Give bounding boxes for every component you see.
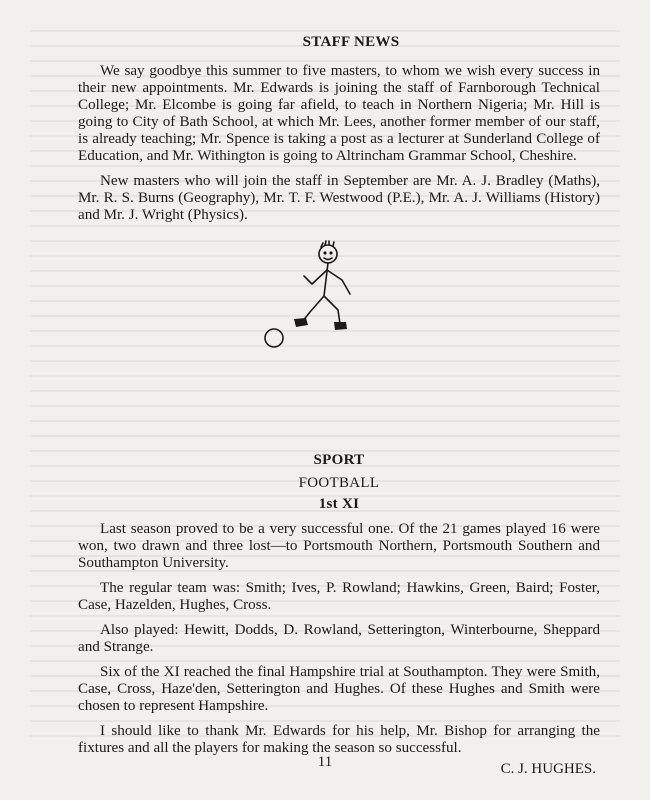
illustration-area (78, 228, 600, 446)
author-signature: C. J. HUGHES. (500, 761, 596, 777)
staff-news-paragraph: New masters who will join the staff in September are Mr. A. J. Bradley (Maths), Mr. R. S. Burns (Geography), Mr. T. F. Westwood (P.E.), Mr. A. J. Williams (History) and Mr. J. Wright (Physics). (78, 173, 600, 223)
sport-paragraph: Also played: Hewitt, Dodds, D. Rowland, Setterington, Winterbourne, Sheppard and Strange. (78, 622, 600, 655)
sport-paragraph: Six of the XI reached the final Hampshire trial at Southampton. They were Smith, Case, Cross, Haze'den, Setterington and Hughes. Of these Hughes and Smith were chosen to represent Hampshire. (78, 664, 600, 714)
sport-heading: SPORT (313, 452, 365, 468)
staff-news-heading: STAFF NEWS (302, 34, 400, 50)
staff-news-paragraph: We say goodbye this summer to five masters, to whom we wish every success in their new appointments. Mr. Edwards is joining the staff of Farnborough Technical College; Mr. Elcombe is going far afield, to teach in Northern Nigeria; Mr. Hill is going to City of Bath School, at which Mr. Lees, another former member of our staff, is already teaching; Mr. Spence is taking a post as a lecturer at Sunderland College of Education, and Mr. Withington is going to Altrincham Grammar School, Cheshire. (78, 63, 600, 164)
footballer-stick-figure-icon (258, 230, 378, 380)
sport-paragraph: Last season proved to be a very successful one. Of the 21 games played 16 were won, two drawn and three lost—to Portsmouth Northern, Portsmouth Southern and Southampton University. (78, 521, 600, 571)
sport-paragraph: I should like to thank Mr. Edwards for his help, Mr. Bishop for arranging the fixtures and all the players for making the season so successful. (78, 723, 600, 756)
page-content (78, 34, 600, 778)
page-number: 11 (317, 754, 333, 770)
football-subheading: FOOTBALL (298, 475, 380, 491)
sport-paragraph: The regular team was: Smith; Ives, P. Rowland; Hawkins, Green, Baird; Foster, Case, Hazelden, Hughes, Cross. (78, 580, 600, 613)
team-subheading: 1st XI (318, 496, 360, 512)
